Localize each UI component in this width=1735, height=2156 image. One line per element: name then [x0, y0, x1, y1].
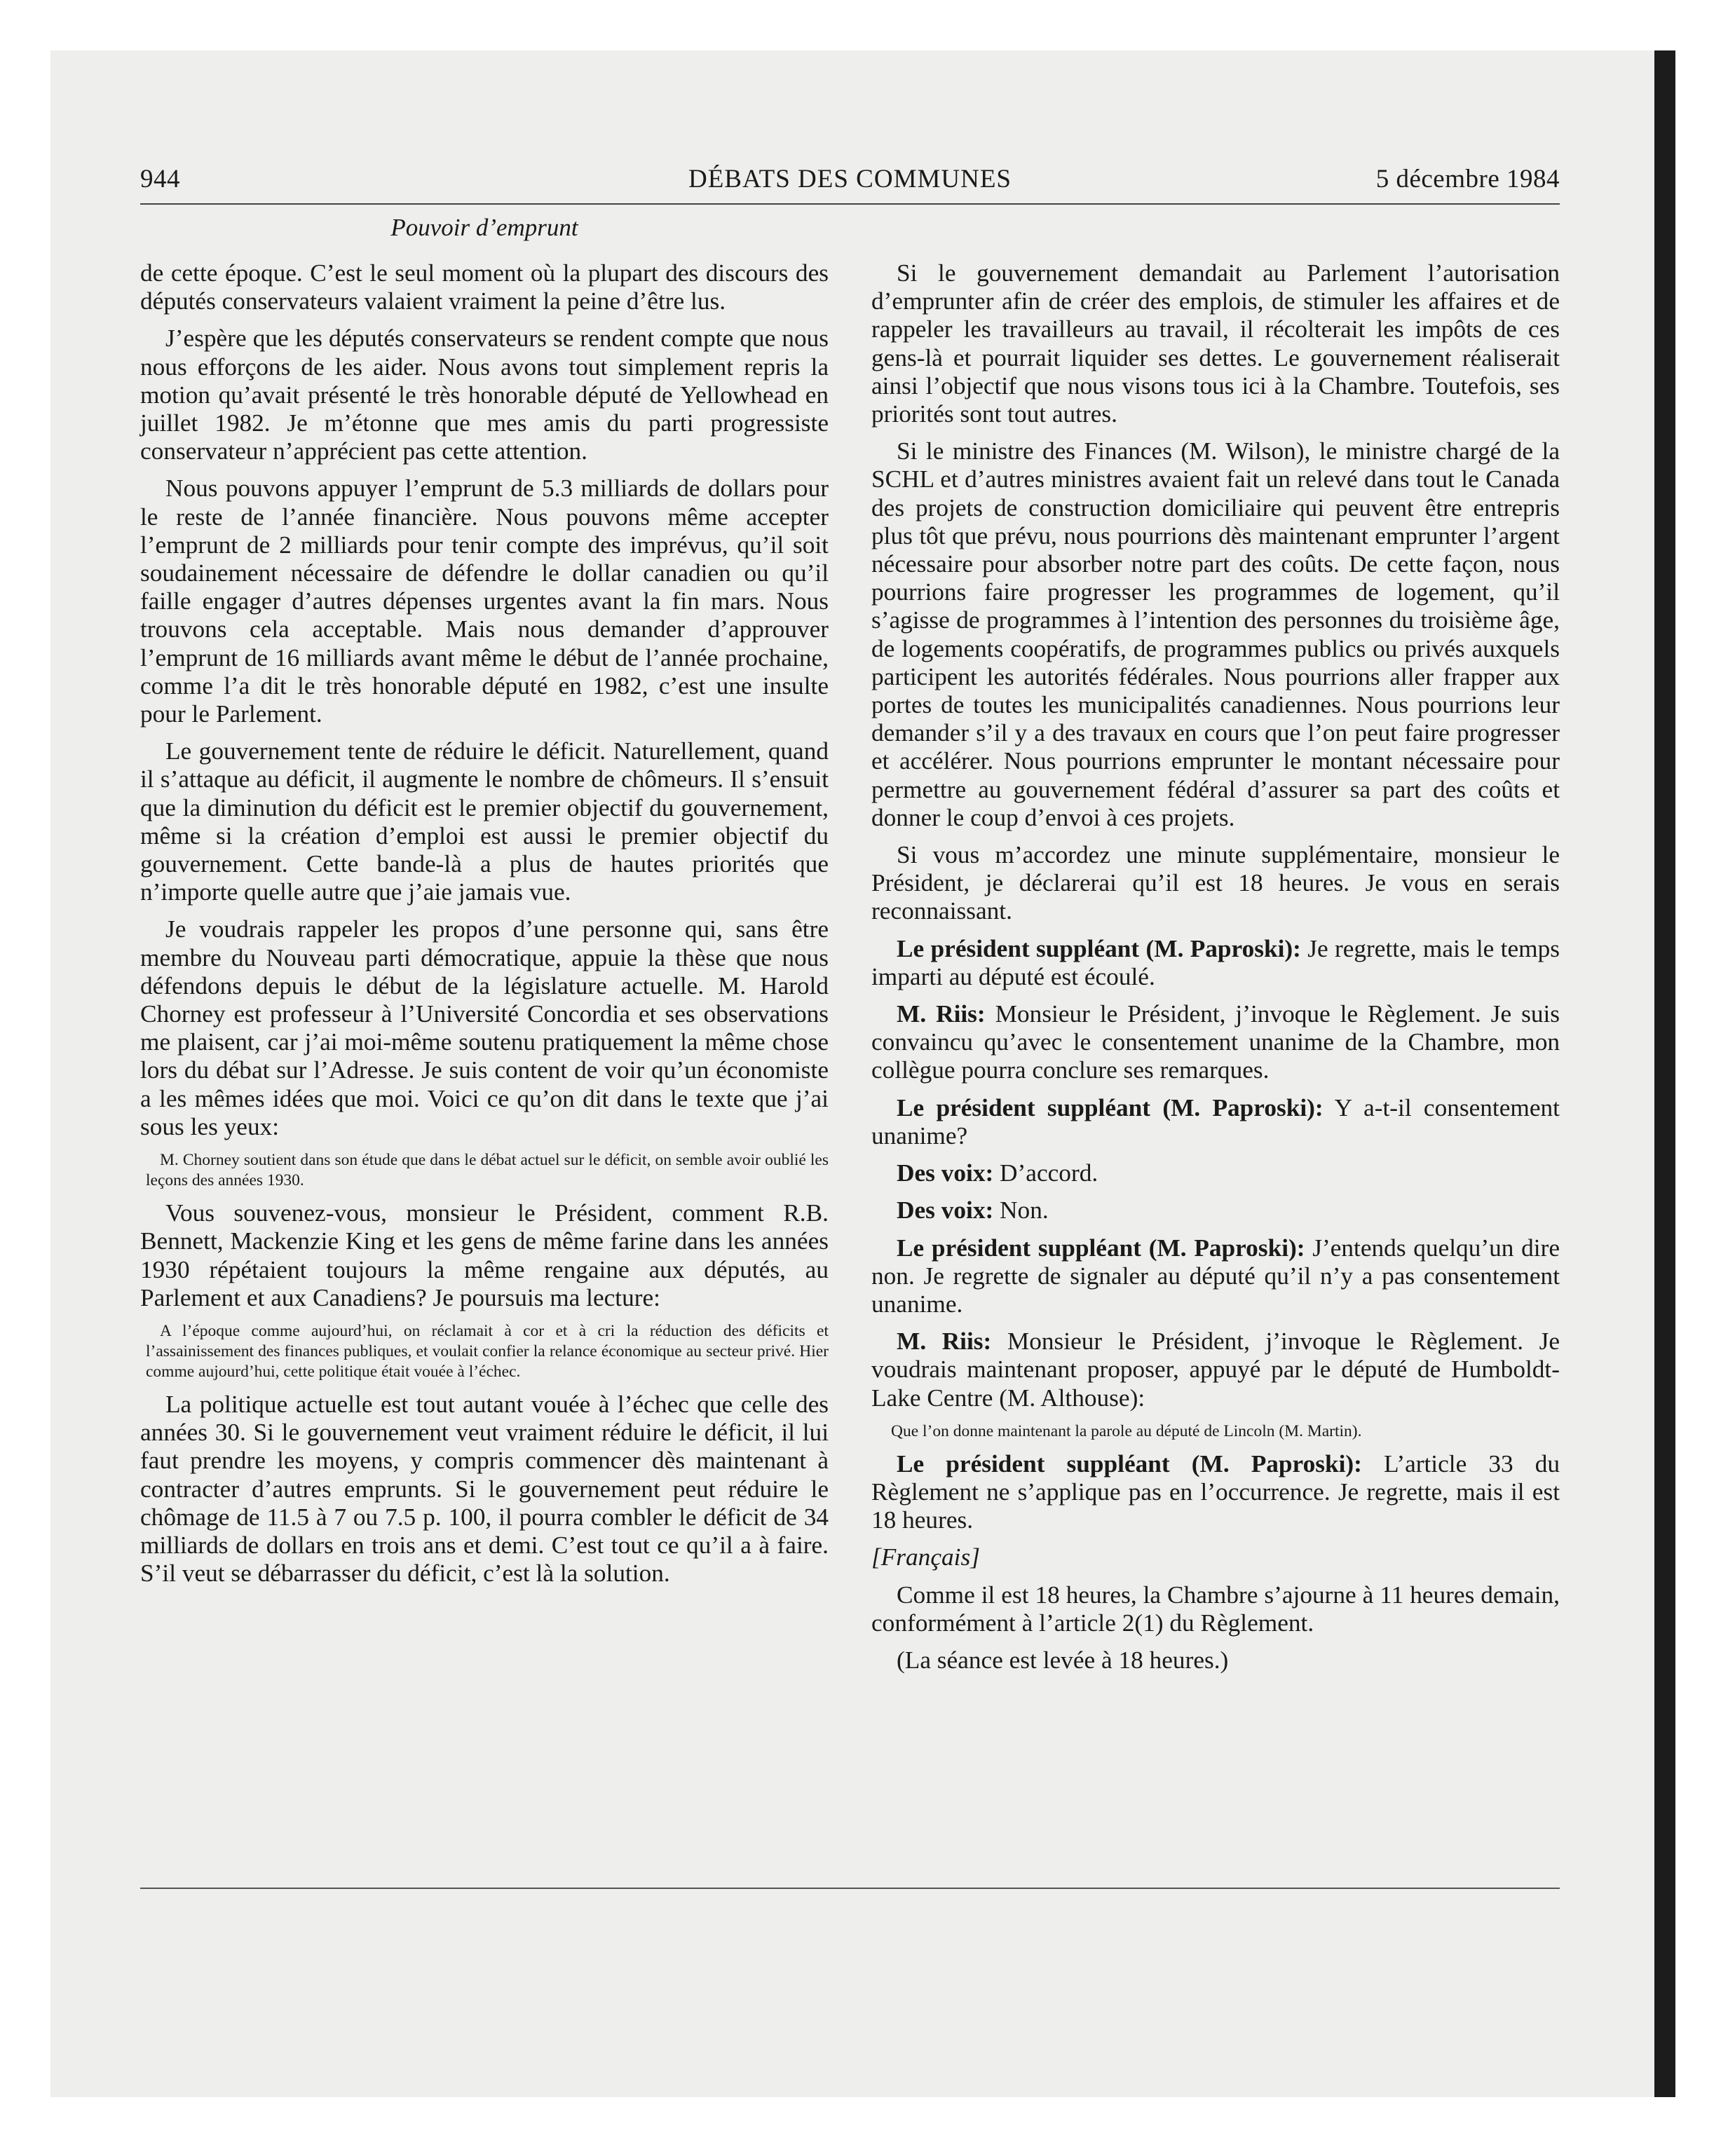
- page-date: 5 décembre 1984: [1375, 165, 1560, 193]
- speaker-name: Des voix:: [897, 1159, 994, 1187]
- right-column: [871, 259, 1560, 1684]
- speech-text: J’entends quelqu’un dire non. Je regrette de signaler au député qu’il n’y a pas consentement unanime.: [871, 1234, 1560, 1318]
- closing-note: (La séance est levée à 18 heures.): [897, 1646, 1229, 1674]
- paragraph: Le gouvernement tente de réduire le déficit. Naturellement, quand il s’attaque au déficit, il augmente le nombre de chômeurs. Il s’ensuit que la diminution du déficit est le premier objectif du gouvernement, même si la création d’emploi est aussi le premier objectif du gouvernement. Cette bande-là a plus de hautes priorités que n’importe quelle autre que j’aie jamais vue.: [140, 737, 829, 906]
- paragraph: Si le gouvernement demandait au Parlement l’autorisation d’emprunter afin de créer des emplois, de stimuler les affaires et de rappeler les travailleurs au travail, il récolterait les impôts de ces gens-là et pourrait liquider ses dettes. Le gouvernement réaliserait ainsi l’objectif que nous visons tous ici à la Chambre. Toutefois, ses priorités sont tout autres.: [871, 259, 1560, 428]
- speech: [871, 935, 1560, 991]
- speaker-name: Le président suppléant (M. Paproski):: [897, 1234, 1305, 1262]
- speaker-name: Des voix:: [897, 1196, 994, 1224]
- scan-edge: [1654, 50, 1675, 2097]
- speech-text: Monsieur le Président, j’invoque le Règlement. Je voudrais maintenant proposer, appuyé par le député de Humboldt-Lake Centre (M. Althouse):: [871, 1328, 1560, 1412]
- speech-text: D’accord.: [993, 1159, 1098, 1187]
- publication-title: DÉBATS DES COMMUNES: [688, 165, 1012, 193]
- paragraph: Si le ministre des Finances (M. Wilson), le ministre chargé de la SCHL et d’autres ministres avaient fait un relevé dans tout le Canada des projets de construction domiciliaire qui peuvent être entrepris plus tôt que prévu, nous pourrions dès maintenant emprunter l’argent nécessaire pour absorber notre part des coûts. De cette façon, nous pourrions faire progresser les programmes de logement, qu’il s’agisse de programmes à l’intention des personnes du troisième âge, de logements coopératifs, de programmes publics ou privés auxquels participent les autorités fédérales. Nous pourrions aller frapper aux portes de toutes les municipalités canadiennes. Nous pourrions leur demander s’il y a des travaux en cours que l’on peut faire progresser et accélérer. Nous pourrions emprunter le montant nécessaire pour permettre au gouvernement fédéral d’assurer sa part des coûts et donner le coup d’envoi à ces projets.: [871, 437, 1560, 831]
- block-quote: A l’époque comme aujourd’hui, on réclamait à cor et à cri la réduction des déficits et l’assainissement des finances publiques, et voulait confier la relance économique au secteur privé. Hier comme aujourd’hui, cette politique était vouée à l’échec.: [146, 1321, 829, 1381]
- speech-text: Monsieur le Président, j’invoque le Règlement. Je suis convaincu qu’avec le consentement unanime de la Chambre, mon collègue pourra conclure ses remarques.: [871, 1000, 1560, 1084]
- speech: [871, 1450, 1560, 1535]
- speaker-name: M. Riis:: [897, 1328, 992, 1356]
- page-number: 944: [140, 165, 180, 193]
- paragraph: Vous souvenez-vous, monsieur le Président, comment R.B. Bennett, Mackenzie King et les gens de même farine dans les années 1930 répétaient toujours la même rengaine aux députés, au Parlement et aux Canadiens? Je poursuis ma lecture:: [140, 1199, 829, 1311]
- paragraph: J’espère que les députés conservateurs se rendent compte que nous nous efforçons de les aider. Nous avons tout simplement repris la motion qu’avait présenté le très honorable député de Yellowhead en juillet 1982. Je m’étonne que mes amis du parti progressiste conservateur n’apprécient pas cette attention.: [140, 325, 829, 465]
- speaker-name: Le président suppléant (M. Paproski):: [897, 1449, 1362, 1478]
- speech-text: Je regrette, mais le temps imparti au député est écoulé.: [871, 934, 1560, 990]
- speaker-name: Le président suppléant (M. Paproski):: [897, 1093, 1324, 1121]
- paragraph: Comme il est 18 heures, la Chambre s’ajourne à 11 heures demain, conformément à l’article 2(1) du Règlement.: [871, 1581, 1560, 1637]
- speaker-name: M. Riis:: [897, 1000, 986, 1028]
- paragraph: La politique actuelle est tout autant vouée à l’échec que celle des années 30. Si le gouvernement veut vraiment réduire le déficit, il lui faut prendre les moyens, y compris commencer dès maintenant à contracter d’autres emprunts. Si le gouvernement peut réduire le chômage de 11.5 à 7 ou 7.5 p. 100, il pourra combler le déficit de 34 milliards de dollars en trois ans et demi. C’est tout ce qu’il a à faire. S’il veut se débarrasser du déficit, c’est là la solution.: [140, 1390, 829, 1588]
- paragraph: Nous pouvons appuyer l’emprunt de 5.3 milliards de dollars pour le reste de l’année financière. Nous pouvons même accepter l’emprunt de 2 milliards pour tenir compte des imprévus, qu’il soit soudainement nécessaire de défendre le dollar canadien ou qu’il faille engager d’autres dépenses urgentes avant la fin mars. Nous trouvons cela acceptable. Mais nous demander d’approuver l’emprunt de 16 milliards avant même le début de l’année prochaine, comme l’a dit le très honorable député en 1982, c’est une insulte pour le Parlement.: [140, 475, 829, 728]
- footer-rule: [140, 1888, 1560, 1889]
- speech-text: Y a-t-il consentement unanime?: [871, 1093, 1560, 1149]
- subject-heading: Pouvoir d’emprunt: [390, 214, 578, 241]
- motion-text: Que l’on donne maintenant la parole au député de Lincoln (M. Martin).: [891, 1421, 1362, 1440]
- speech: [871, 1328, 1560, 1412]
- speech: [871, 1159, 1560, 1187]
- speaker-name: Le président suppléant (M. Paproski):: [897, 934, 1301, 962]
- left-column: [140, 259, 829, 1597]
- speech-text: Non.: [993, 1196, 1049, 1224]
- speech: [871, 1196, 1560, 1224]
- speech-text: L’article 33 du Règlement ne s’applique pas en l’occurrence. Je regrette, mais il est 18 heures.: [871, 1449, 1560, 1534]
- page-header: [140, 163, 1560, 205]
- speech: [871, 1094, 1560, 1150]
- block-quote: M. Chorney soutient dans son étude que dans le débat actuel sur le déficit, on semble avoir oublié les leçons des années 1930.: [146, 1151, 829, 1190]
- speech: [871, 1000, 1560, 1085]
- paragraph: de cette époque. C’est le seul moment où la plupart des discours des députés conservateurs valaient vraiment la peine d’être lus.: [140, 259, 829, 315]
- paragraph: Je voudrais rappeler les propos d’une personne qui, sans être membre du Nouveau parti démocratique, appuie la thèse que nous défendons depuis le début de la législature actuelle. M. Harold Chorney est professeur à l’Université Concordia et ses observations me plaisent, car j’ai moi-même soutenu pratiquement la même chose lors du débat sur l’Adresse. Je suis content de voir qu’un économiste a les mêmes idées que moi. Voici ce qu’on dit dans le texte que j’ai sous les yeux:: [140, 915, 829, 1140]
- paragraph: Si vous m’accordez une minute supplémentaire, monsieur le Président, je déclarerai qu’il est 18 heures. Je vous en serais reconnaissant.: [871, 841, 1560, 925]
- language-marker: [Français]: [871, 1543, 980, 1571]
- speech: [871, 1234, 1560, 1319]
